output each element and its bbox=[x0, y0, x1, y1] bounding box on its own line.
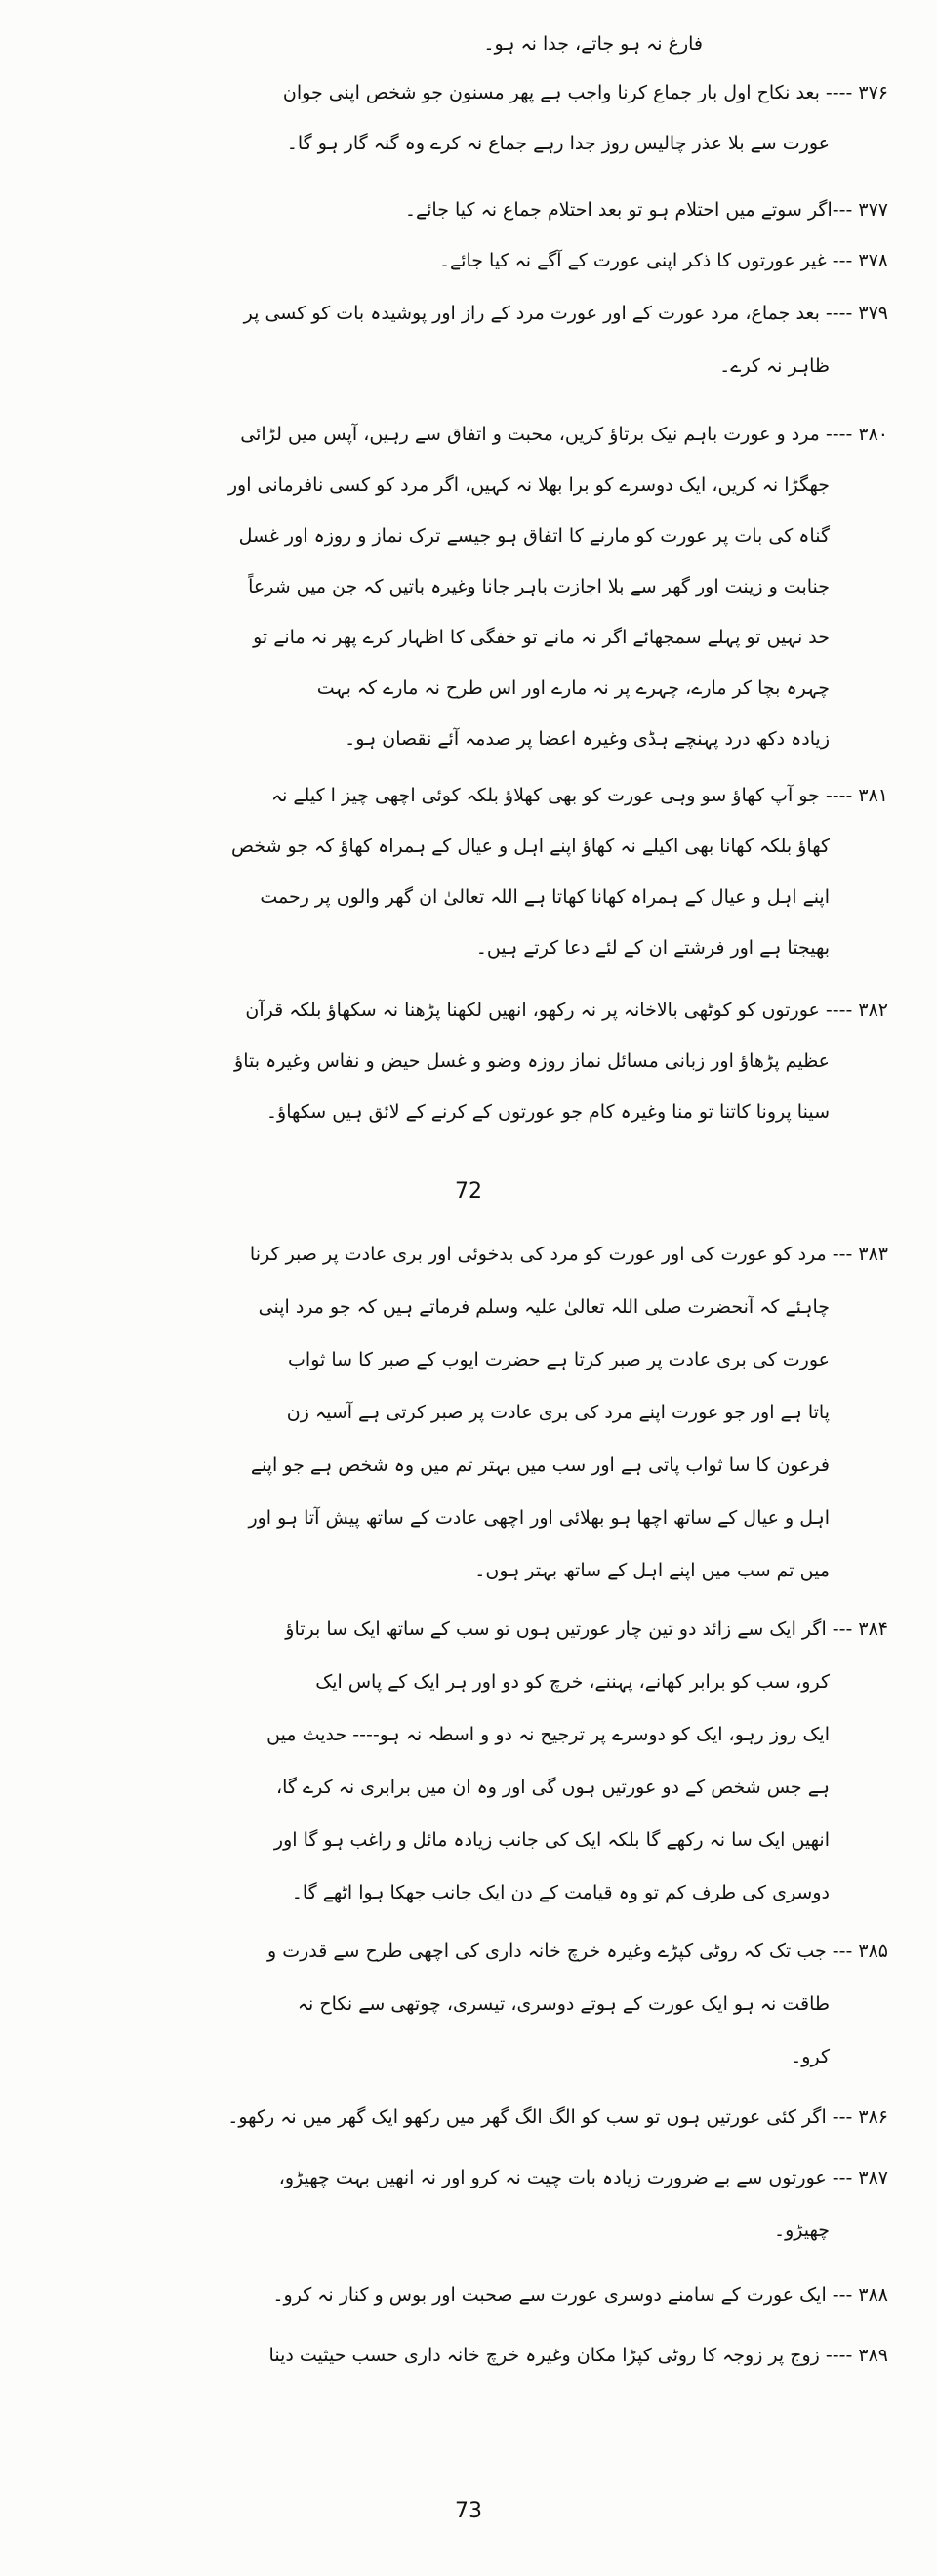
text-line: ۳۷۸ --- غیر عورتوں کا ذکر اپنی عورت کے آگے نہ کیا جائے۔ bbox=[438, 250, 888, 271]
text-line: ۳۸۱ ---- جو آپ کھاؤ سو وہی عورت کو بھی کھلاؤ بلکہ کوئی اچھی چیز ا کیلے نہ bbox=[270, 785, 888, 806]
text-line: زیادہ دکھ درد پہنچے ہڈی وغیرہ اعضا پر صدمہ آئے نقصان ہو۔ bbox=[345, 728, 830, 750]
text-line: ہے جس شخص کے دو عورتیں ہوں گی اور وہ ان میں برابری نہ کرے گا، bbox=[276, 1777, 830, 1798]
text-line: گناہ کی بات پر عورت کو مارنے کا اتفاق ہو جیسے ترک نماز و روزہ اور غسل bbox=[238, 525, 830, 547]
text-line: کرو۔ bbox=[791, 2046, 830, 2067]
text-line: ۳۸۵ --- جب تک کہ روٹی کپڑے وغیرہ خرچ خانہ داری کی اچھی طرح سے قدرت و bbox=[267, 1941, 888, 1962]
text-line: عورت کی بری عادت پر صبر کرتا ہے حضرت ایوب کے صبر کا سا ثواب bbox=[288, 1349, 830, 1370]
text-line: ۳۸۷ --- عورتوں سے بے ضرورت زیادہ بات چیت نہ کرو اور نہ انھیں بہت چھیڑو، bbox=[278, 2167, 888, 2188]
text-line: ۳۸۹ ---- زوج پر زوجہ کا روٹی کپڑا مکان وغیرہ خرچ خانہ داری حسب حیثیت دینا bbox=[268, 2345, 888, 2366]
text-line: حد نہیں تو پہلے سمجھائے اگر نہ مانے تو خفگی کا اظہار کرے پھر نہ مانے تو bbox=[253, 627, 830, 648]
text-line: انھیں ایک سا نہ رکھے گا بلکہ ایک کی جانب زیادہ مائل و راغب ہو گا اور bbox=[273, 1829, 830, 1851]
text-line: جنابت و زینت اور گھر سے بلا اجازت باہر جانا وغیرہ باتیں کہ جن میں شرعاً bbox=[248, 576, 830, 597]
text-line: ۳۸۳ --- مرد کو عورت کی اور عورت کو مرد کی بدخوئی اور بری عادت پر صبر کرنا bbox=[249, 1244, 888, 1265]
text-line: ۳۷۶ ---- بعد نکاح اول بار جماع کرنا واجب ہے پھر مسنون جو شخص اپنی جوان bbox=[282, 82, 888, 103]
text-line: ۳۷۹ ---- بعد جماع، مرد عورت کے اور عورت مرد کے راز اور پوشیدہ بات کو کسی پر bbox=[243, 303, 888, 324]
page-73 bbox=[39, 1240, 898, 2538]
text-line: میں تم سب میں اپنے اہل کے ساتھ بہتر ہوں۔ bbox=[474, 1560, 830, 1581]
page-number-73: 73 bbox=[455, 2499, 482, 2523]
text-line: چہرہ بچا کر مارے، چہرے پر نہ مارے اور اس طرح نہ مارے کہ بہت bbox=[316, 677, 830, 699]
text-line: ۳۸۴ --- اگر ایک سے زائد دو تین چار عورتیں ہوں تو سب کے ساتھ ایک سا برتاؤ bbox=[285, 1618, 888, 1640]
text-line: کرو، سب کو برابر کھانے، پہننے، خرچ کو دو اور ہر ایک کے پاس ایک bbox=[315, 1671, 830, 1693]
text-line: سینا پرونا کاتنا تو منا وغیرہ کام جو عورتوں کے کرنے کے لائق ہیں سکھاؤ۔ bbox=[265, 1101, 830, 1123]
page-number-72: 72 bbox=[455, 1179, 482, 1204]
text-line: عظیم پڑھاؤ اور زبانی مسائل نماز روزہ وضو و غسل حیض و نفاس وغیرہ بتاؤ bbox=[234, 1050, 830, 1072]
page-72 bbox=[39, 29, 898, 1152]
text-line: دوسری کی طرف کم تو وہ قیامت کے دن ایک جانب جھکا ہوا اٹھے گا۔ bbox=[291, 1882, 830, 1903]
text-line: ۳۸۶ --- اگر کئی عورتیں ہوں تو سب کو الگ الگ گھر میں رکھو ایک گھر میں نہ رکھو۔ bbox=[227, 2106, 888, 2128]
text-line: فارغ نہ ہو جاتے، جدا نہ ہو۔ bbox=[483, 33, 703, 55]
text-line: ایک روز رہو، ایک کو دوسرے پر ترجیح نہ دو و اسطہ نہ ہو---- حدیث میں bbox=[266, 1724, 830, 1745]
text-line: جھگڑا نہ کریں، ایک دوسرے کو برا بھلا نہ کہیں، اگر مرد کو کسی نافرمانی اور bbox=[227, 474, 830, 496]
text-line: اپنے اہل و عیال کے ہمراہ کھانا کھاتا ہے اللہ تعالیٰ ان گھر والوں پر رحمت bbox=[260, 886, 830, 908]
text-line: کھاؤ بلکہ کھانا بھی اکیلے نہ کھاؤ اپنے اہل و عیال کے ہمراہ کھاؤ کہ جو شخص bbox=[230, 836, 830, 857]
text-line: ظاہر نہ کرے۔ bbox=[719, 355, 830, 377]
text-line: طاقت نہ ہو ایک عورت کے ہوتے دوسری، تیسری، چوتھی سے نکاح نہ bbox=[297, 1993, 830, 2015]
text-line: چھیڑو۔ bbox=[773, 2220, 830, 2241]
text-line: فرعون کا سا ثواب پاتی ہے اور سب میں بہتر تم میں وہ شخص ہے جو اپنے bbox=[250, 1454, 830, 1476]
text-line: پاتا ہے اور جو عورت اپنے مرد کی بری عادت پر صبر کرتی ہے آسیہ زن bbox=[286, 1402, 830, 1423]
text-line: عورت سے بلا عذر چالیس روز جدا رہے جماع نہ کرے وہ گنہ گار ہو گا۔ bbox=[286, 133, 830, 154]
text-line: ۳۸۲ ---- عورتوں کو کوٹھی بالاخانہ پر نہ رکھو، انھیں لکھنا پڑھنا نہ سکھاؤ بلکہ قرآن bbox=[245, 1000, 888, 1021]
text-line: ۳۸۸ --- ایک عورت کے سامنے دوسری عورت سے صحبت اور بوس و کنار نہ کرو۔ bbox=[272, 2284, 888, 2306]
text-line: بھیجتا ہے اور فرشتے ان کے لئے دعا کرتے ہیں۔ bbox=[475, 937, 830, 959]
text-line: ۳۸۰ ---- مرد و عورت باہم نیک برتاؤ کریں، محبت و اتفاق سے رہیں، آپس میں لڑائی bbox=[240, 424, 888, 445]
text-line: چاہئے کہ آنحضرت صلی اللہ تعالیٰ علیہ وسلم فرماتے ہیں کہ جو مرد اپنی bbox=[258, 1296, 830, 1318]
text-line: ۳۷۷ ---اگر سوتے میں احتلام ہو تو بعد احتلام جماع نہ کیا جائے۔ bbox=[404, 199, 888, 221]
text-line: اہل و عیال کے ساتھ اچھا ہو بھلائی اور اچھی عادت کے ساتھ پیش آتا ہو اور bbox=[248, 1507, 830, 1529]
